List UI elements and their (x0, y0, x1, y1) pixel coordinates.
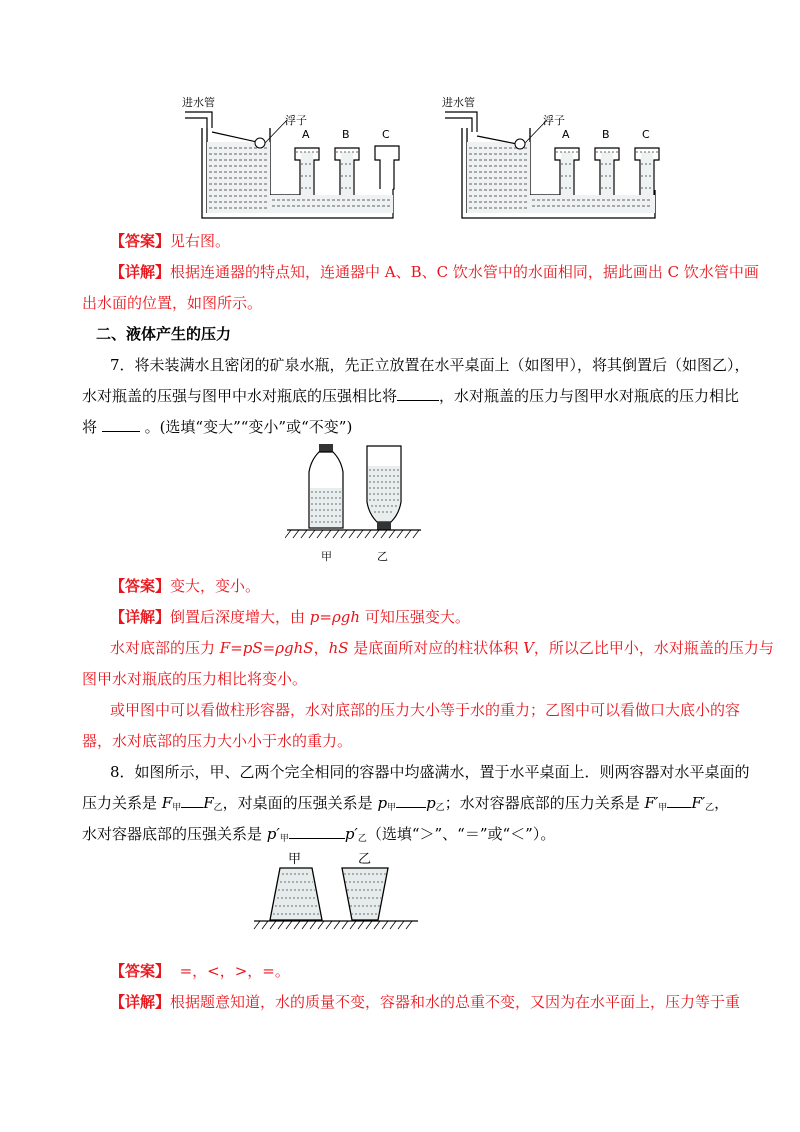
q7-detail-line-5: 器，水对底部的压力大小小于水的重力。 (82, 732, 353, 750)
detail-tag: 【详解】 (110, 993, 171, 1011)
answer-tag: 【答案】 (110, 577, 171, 595)
q7-detail-line-4: 或甲图中可以看做柱形容器，水对底部的压力大小等于水的重力；乙图中可以看做口大底小的容 (110, 701, 741, 719)
section-title: 二、液体产生的压力 (96, 325, 232, 343)
q8-text: 压力关系是 (82, 794, 162, 812)
blank (667, 793, 691, 808)
formula: hS (328, 639, 349, 657)
q7-line-2 (82, 386, 739, 406)
q7-text: 。(选填“变大”“变小”或“不变”) (144, 418, 353, 436)
detail-text: 可知压强变大。 (360, 608, 470, 626)
container-figure (252, 848, 422, 940)
subscript: 甲 (172, 803, 182, 813)
q7-text: ，水对瓶盖的压力与图甲水对瓶底的压力相比 (439, 387, 740, 405)
tube-a-label: A (302, 128, 310, 141)
figure-label-yi: 乙 (358, 852, 372, 867)
detail-tag: 【详解】 (110, 263, 171, 281)
detail-text: 根据题意知道，水的质量不变，容器和水的总重不变，又因为在水平面上，压力等于重 (170, 993, 741, 1011)
subscript: 甲 (387, 803, 397, 813)
inlet-label: 进水管 (182, 96, 215, 109)
tube-c-label: C (642, 128, 650, 141)
q8-line-2 (82, 793, 729, 818)
connected-vessel-figure-right (440, 90, 670, 230)
answer-text: 见右图。 (170, 232, 231, 250)
symbol: F′ (691, 794, 706, 812)
tube-b-label: B (602, 128, 610, 141)
symbol: p (377, 794, 388, 812)
formula: p=ρgh (309, 608, 361, 626)
q7-answer (110, 576, 260, 596)
symbol: p (426, 794, 436, 812)
subscript: 乙 (213, 803, 223, 813)
answer-text: 变大，变小。 (170, 577, 261, 595)
bottle-figure (285, 440, 425, 563)
q7-detail-line-2 (110, 638, 774, 658)
detail-text: 根据连通器的特点知，连通器中 A、B、C 饮水管中的水面相同，据此画出 C 饮水管中画 (170, 263, 759, 281)
answer-tag: 【答案】 (110, 232, 171, 250)
subscript: 乙 (357, 834, 367, 844)
q7-text: 将 (82, 418, 98, 436)
q8-detail-line-1 (110, 992, 740, 1012)
q6-detail-line-1 (110, 262, 759, 282)
figure-label-jia: 甲 (288, 852, 302, 867)
detail-text: ，所以乙比甲小，水对瓶盖的压力与 (533, 639, 774, 657)
q6-answer (110, 231, 230, 251)
blank (181, 793, 203, 808)
formula: F=pS=ρghS (219, 639, 314, 657)
figure-label-yi: 乙 (377, 550, 388, 563)
float-label: 浮子 (543, 114, 565, 127)
q8-answer (110, 961, 290, 981)
q8-text: ；水对容器底部的压力关系是 (444, 794, 645, 812)
q7-detail-line-3: 图甲水对瓶底的压力相比将变小。 (82, 670, 308, 688)
float-label: 浮子 (285, 114, 307, 127)
tube-c-label: C (382, 128, 390, 141)
symbol: F′ (644, 794, 659, 812)
formula: V (523, 639, 534, 657)
detail-text: 倒置后深度增大，由 (170, 608, 310, 626)
tube-b-label: B (342, 128, 350, 141)
q8-text: （选填“＞”、“＝”或“＜”）。 (366, 825, 556, 843)
q8-text: ，对桌面的压强关系是 (222, 794, 378, 812)
q8-text: ， (714, 794, 730, 812)
subscript: 乙 (435, 803, 445, 813)
q7-line-3 (82, 417, 352, 437)
connected-vessel-figure-left (180, 90, 410, 230)
subscript: 乙 (705, 803, 715, 813)
q7-detail-line-1 (110, 607, 470, 627)
blank-1 (397, 386, 439, 401)
q8-text: 水对容器底部的压强关系是 (82, 825, 267, 843)
inlet-label: 进水管 (442, 96, 475, 109)
symbol: F (161, 794, 173, 812)
detail-text: 水对底部的压力 (110, 639, 220, 657)
subscript: 甲 (658, 803, 668, 813)
blank (396, 793, 426, 808)
symbol: F (203, 794, 214, 812)
subscript: 甲 (279, 834, 289, 844)
q7-text: 水对瓶盖的压强与图甲中水对瓶底的压强相比将 (82, 387, 398, 405)
q8-line-3 (82, 824, 555, 849)
answer-tag: 【答案】 (110, 962, 171, 980)
blank (289, 824, 345, 839)
detail-tag: 【详解】 (110, 608, 171, 626)
detail-text: 是底面所对应的柱状体积 (348, 639, 524, 657)
detail-text: ， (313, 639, 329, 657)
blank-2 (102, 417, 140, 432)
symbol: p′ (344, 825, 358, 843)
symbol: p′ (266, 825, 280, 843)
figure-label-jia: 甲 (321, 550, 332, 563)
q6-detail-line-2: 出水面的位置，如图所示。 (82, 294, 263, 312)
answer-text: =，<，>，=。 (179, 962, 290, 980)
tube-a-label: A (562, 128, 570, 141)
q7-line-1: 7．将未装满水且密闭的矿泉水瓶，先正立放置在水平桌面上（如图甲），将其倒置后（如图乙）， (110, 356, 750, 374)
q8-line-1: 8．如图所示，甲、乙两个完全相同的容器中均盛满水，置于水平桌面上．则两容器对水平桌面的 (110, 763, 750, 781)
